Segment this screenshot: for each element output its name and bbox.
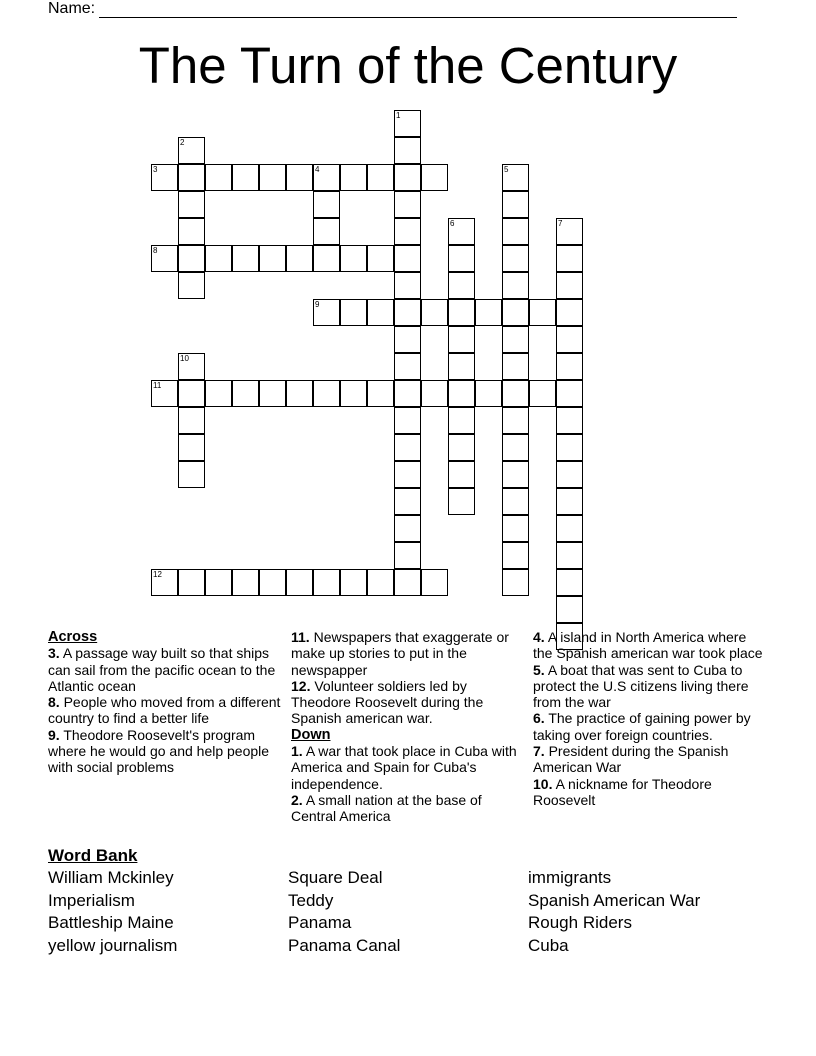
crossword-cell[interactable]: [556, 407, 583, 434]
word-bank-heading: Word Bank: [48, 846, 138, 865]
crossword-cell[interactable]: [394, 380, 421, 407]
down-heading: Down: [291, 726, 331, 743]
crossword-cell[interactable]: [367, 299, 394, 326]
word-bank-item: Imperialism: [48, 890, 135, 910]
clues-column-2: [291, 629, 527, 825]
name-label: Name:: [48, 0, 96, 17]
crossword-cell[interactable]: [340, 245, 367, 272]
crossword-cell[interactable]: [313, 299, 340, 326]
crossword-cell[interactable]: [178, 407, 205, 434]
crossword-cell[interactable]: [502, 272, 529, 299]
crossword-cell[interactable]: [448, 461, 475, 488]
clue-number: 6: [450, 219, 455, 228]
crossword-cell[interactable]: [205, 569, 232, 596]
clue-across-8: 8. People who moved from a different country to find a better life: [48, 694, 281, 727]
crossword-cell[interactable]: [178, 245, 205, 272]
clue-number: 10: [180, 354, 189, 363]
crossword-cell[interactable]: [313, 218, 340, 245]
crossword-cell[interactable]: [502, 542, 529, 569]
crossword-cell[interactable]: [178, 272, 205, 299]
word-bank-item: immigrants: [528, 868, 612, 887]
word-bank-column-1: [48, 867, 177, 958]
crossword-cell[interactable]: [394, 515, 421, 542]
crossword-cell[interactable]: [313, 191, 340, 218]
crossword-cell[interactable]: [232, 380, 259, 407]
crossword-cell[interactable]: [556, 326, 583, 353]
crossword-cell[interactable]: [556, 299, 583, 326]
word-bank-item: Square Deal: [288, 868, 383, 887]
crossword-cell[interactable]: [556, 434, 583, 461]
crossword-cell[interactable]: [286, 380, 313, 407]
clue-across-3: 3. A passage way built so that ships can sail from the pacific ocean to the Atlantic ocean: [48, 645, 276, 694]
clue-across-12: 12. Volunteer soldiers led by Theodore Roosevelt during the Spanish american war.: [291, 677, 484, 727]
crossword-cell[interactable]: [259, 380, 286, 407]
crossword-cell[interactable]: [394, 299, 421, 326]
crossword-cell[interactable]: [313, 164, 340, 191]
clue-down-7: 7. President during the Spanish American War: [533, 743, 729, 776]
crossword-cell[interactable]: [286, 245, 313, 272]
crossword-cell[interactable]: [556, 515, 583, 542]
word-bank-item: Panama: [288, 913, 352, 933]
crossword-cell[interactable]: [502, 461, 529, 488]
crossword-cell[interactable]: [556, 461, 583, 488]
crossword-cell[interactable]: [394, 542, 421, 569]
word-bank-item: Rough Riders: [528, 913, 632, 933]
word-bank-item: Spanish American War: [528, 890, 701, 910]
crossword-cell[interactable]: [340, 299, 367, 326]
word-bank-item: Teddy: [288, 890, 334, 910]
crossword-cell[interactable]: [367, 245, 394, 272]
crossword-cell[interactable]: [151, 164, 178, 191]
word-bank-item: Battleship Maine: [48, 913, 174, 933]
clue-number: 2: [180, 138, 185, 147]
crossword-cell[interactable]: [178, 461, 205, 488]
crossword-cell[interactable]: [178, 434, 205, 461]
crossword-cell[interactable]: [394, 434, 421, 461]
crossword-cell[interactable]: [394, 407, 421, 434]
crossword-cell[interactable]: [394, 218, 421, 245]
crossword-cell[interactable]: [367, 380, 394, 407]
crossword-cell[interactable]: [178, 191, 205, 218]
clue-down-1: 1. A war that took place in Cuba with America and Spain for Cuba's independence.: [291, 743, 517, 792]
crossword-cell[interactable]: [178, 380, 205, 407]
crossword-cell[interactable]: [178, 137, 205, 164]
crossword-cell[interactable]: [448, 272, 475, 299]
crossword-cell[interactable]: [556, 245, 583, 272]
crossword-cell[interactable]: [448, 434, 475, 461]
crossword-cell[interactable]: [367, 569, 394, 596]
crossword-cell[interactable]: [178, 164, 205, 191]
crossword-cell[interactable]: [556, 353, 583, 380]
crossword-cell[interactable]: [394, 164, 421, 191]
crossword-cell[interactable]: [286, 164, 313, 191]
crossword-cell[interactable]: [502, 218, 529, 245]
crossword-cell[interactable]: [178, 569, 205, 596]
crossword-cell[interactable]: [502, 380, 529, 407]
crossword-cell[interactable]: [232, 569, 259, 596]
clue-down-5: 5. A boat that was sent to Cuba to protect the U.S citizens living there from the war: [533, 661, 749, 711]
crossword-cell[interactable]: [502, 488, 529, 515]
crossword-cell[interactable]: [502, 353, 529, 380]
crossword-cell[interactable]: [205, 164, 232, 191]
clue-down-2: 2. A small nation at the base of Central America: [291, 791, 482, 825]
crossword-cell[interactable]: [529, 299, 556, 326]
crossword-cell[interactable]: [448, 407, 475, 434]
crossword-cell[interactable]: [556, 542, 583, 569]
crossword-cell[interactable]: [421, 380, 448, 407]
crossword-cell[interactable]: [205, 245, 232, 272]
crossword-cell[interactable]: [394, 191, 421, 218]
crossword-cell[interactable]: [394, 137, 421, 164]
crossword-cell[interactable]: [502, 245, 529, 272]
crossword-cell[interactable]: [151, 245, 178, 272]
crossword-cell[interactable]: [340, 569, 367, 596]
clue-down-4: 4. A island in North America where the Spanish american war took place: [533, 629, 763, 662]
crossword-cell[interactable]: [151, 380, 178, 407]
crossword-cell[interactable]: [475, 299, 502, 326]
crossword-cell[interactable]: [556, 272, 583, 299]
clue-number: 1: [396, 111, 401, 120]
crossword-cell[interactable]: [394, 488, 421, 515]
crossword-cell[interactable]: [556, 488, 583, 515]
crossword-cell[interactable]: [502, 407, 529, 434]
crossword-cell[interactable]: [448, 245, 475, 272]
crossword-cell[interactable]: [448, 380, 475, 407]
clue-number: 4: [315, 165, 320, 174]
word-bank-column-3: [528, 867, 700, 958]
crossword-cell[interactable]: [232, 245, 259, 272]
clue-number: 9: [315, 300, 320, 309]
crossword-cell[interactable]: [502, 569, 529, 596]
crossword-cell[interactable]: [205, 380, 232, 407]
clue-number: 12: [153, 570, 162, 579]
crossword-cell[interactable]: [502, 515, 529, 542]
crossword-cell[interactable]: [340, 380, 367, 407]
clue-across-11: 11. Newspapers that exaggerate or make up stories to put in the newspapper: [291, 629, 509, 678]
clue-number: 11: [153, 381, 162, 390]
word-bank-item: Panama Canal: [288, 936, 401, 956]
crossword-cell[interactable]: [556, 569, 583, 596]
crossword-cell[interactable]: [394, 326, 421, 353]
clues-column-1: [48, 629, 284, 776]
crossword-cell[interactable]: [313, 245, 340, 272]
crossword-cell[interactable]: [259, 569, 286, 596]
page-title: The Turn of the Century: [138, 37, 678, 94]
across-heading: Across: [48, 629, 98, 645]
crossword-cell[interactable]: [367, 164, 394, 191]
crossword-cell[interactable]: [421, 164, 448, 191]
crossword-cell[interactable]: [394, 353, 421, 380]
crossword-cell[interactable]: [502, 191, 529, 218]
crossword-cell[interactable]: [151, 569, 178, 596]
crossword-cell[interactable]: [448, 353, 475, 380]
clue-number: 7: [558, 219, 563, 228]
crossword-cell[interactable]: [286, 569, 313, 596]
crossword-cell[interactable]: [421, 569, 448, 596]
word-bank-item: yellow journalism: [48, 936, 178, 956]
crossword-cell[interactable]: [529, 380, 556, 407]
clue-number: 5: [504, 165, 509, 174]
crossword-cell[interactable]: [259, 164, 286, 191]
crossword-cell[interactable]: [421, 299, 448, 326]
clue-down-6: 6. The practice of gaining power by taking over foreign countries.: [533, 710, 751, 743]
crossword-cell[interactable]: [556, 380, 583, 407]
crossword-cell[interactable]: [448, 218, 475, 245]
crossword-cell[interactable]: [313, 380, 340, 407]
crossword-cell[interactable]: [340, 164, 367, 191]
crossword-cell[interactable]: [394, 110, 421, 137]
crossword-cell[interactable]: [394, 461, 421, 488]
clues-column-3: [533, 629, 769, 808]
crossword-cell[interactable]: [313, 569, 340, 596]
crossword-cell[interactable]: [556, 596, 583, 623]
crossword-cell[interactable]: [475, 380, 502, 407]
word-bank-column-2: [288, 867, 400, 958]
crossword-cell[interactable]: [502, 164, 529, 191]
crossword-cell[interactable]: [502, 326, 529, 353]
crossword-cell[interactable]: [394, 272, 421, 299]
word-bank-item: Cuba: [528, 936, 569, 956]
crossword-cell[interactable]: [502, 434, 529, 461]
crossword-cell[interactable]: [448, 299, 475, 326]
clue-down-10: 10. A nickname for Theodore Roosevelt: [533, 775, 712, 808]
crossword-cell[interactable]: [448, 326, 475, 353]
crossword-cell[interactable]: [259, 245, 286, 272]
crossword-cell[interactable]: [178, 218, 205, 245]
crossword-cell[interactable]: [556, 218, 583, 245]
crossword-cell[interactable]: [394, 569, 421, 596]
crossword-cell[interactable]: [232, 164, 259, 191]
crossword-cell[interactable]: [394, 245, 421, 272]
clue-across-9: 9. Theodore Roosevelt's program where he would go and help people with social problems: [48, 726, 270, 776]
clue-number: 3: [153, 165, 158, 174]
clue-number: 8: [153, 246, 158, 255]
crossword-cell[interactable]: [448, 488, 475, 515]
word-bank-item: William Mckinley: [48, 868, 174, 887]
crossword-cell[interactable]: [502, 299, 529, 326]
crossword-cell[interactable]: [178, 353, 205, 380]
